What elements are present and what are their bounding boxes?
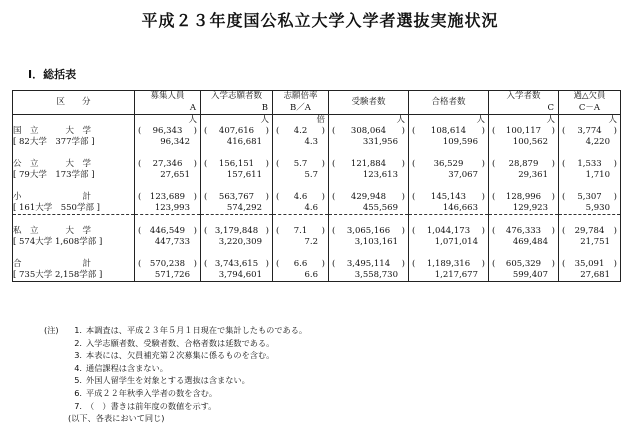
- note-number: 7.: [74, 400, 82, 411]
- prev-year-value: ( 6.6 ): [276, 259, 325, 269]
- header-juken: 受験者数: [329, 91, 409, 115]
- row-name-right: 大 学: [65, 126, 91, 136]
- header-nyugaku: 入学者数: [489, 91, 559, 103]
- current-value: 599,407: [512, 270, 548, 280]
- notes-footer: [44, 412, 307, 425]
- prev-year-value: ( 476,333 ): [492, 226, 555, 236]
- current-value: 5,930: [585, 203, 610, 213]
- cell-gokaku: [409, 248, 489, 282]
- prev-year-value: ( 1,533 ): [562, 159, 617, 169]
- current-value: 447,733: [154, 237, 190, 247]
- current-value: 7.2: [304, 237, 318, 247]
- prev-year-value: ( 35,091 ): [562, 259, 617, 269]
- current-value: 4.6: [304, 203, 318, 213]
- header-category: 区 分: [13, 91, 135, 115]
- row-name-right: 大 学: [65, 226, 91, 236]
- note-text: 外国人留学生を対象とする選抜は含まない。: [86, 375, 250, 386]
- note-item: [44, 362, 307, 375]
- header-bairitsu: 志願倍率: [273, 91, 329, 103]
- note-text: 平成２２年秋季入学者の数を含む。: [86, 387, 218, 398]
- note-item: [44, 337, 307, 350]
- prev-year-value: ( 3,179,848 ): [204, 226, 269, 236]
- current-value: 1,217,677: [434, 270, 478, 280]
- prev-year-value: ( 96,343 ): [138, 126, 197, 136]
- prev-year-value: ( 1,189,316 ): [412, 259, 485, 269]
- current-value: 469,484: [512, 237, 548, 247]
- unit-label: 人: [260, 115, 269, 125]
- prev-year-value: ( 36,529 ): [412, 159, 485, 169]
- row-category: [13, 115, 135, 149]
- notes-label: (注): [44, 325, 59, 335]
- prev-year-value: ( 156,151 ): [204, 159, 269, 169]
- unit-label: 人: [396, 115, 405, 125]
- unit-label: 倍: [316, 115, 325, 125]
- unit-label: 人: [476, 115, 485, 125]
- note-text: 本表には、欠員補充第２次募集に係るものを含む。: [86, 350, 275, 361]
- row-subtitle: [ 82大学 377学部 ]: [13, 137, 95, 147]
- cell-shigan: [201, 181, 273, 215]
- table-row: [13, 115, 621, 149]
- note-item: [44, 349, 307, 362]
- row-category: [13, 148, 135, 181]
- note-number: 4.: [74, 362, 82, 373]
- current-value: 21,751: [580, 237, 610, 247]
- cell-bairitsu: [273, 181, 329, 215]
- prev-year-value: ( 123,689 ): [138, 192, 197, 202]
- page-title: 平成２３年度国公私立大学入学者選抜実施状況: [141, 11, 499, 30]
- row-name: [13, 248, 91, 270]
- current-value: 157,611: [226, 170, 262, 180]
- cell-juken: [329, 181, 409, 215]
- cell-nyugaku: [489, 248, 559, 282]
- row-name: [13, 181, 91, 203]
- row-name-left: 私 立: [13, 226, 39, 236]
- prev-year-value: ( 429,948 ): [332, 192, 405, 202]
- cell-nyugaku: [489, 215, 559, 249]
- summary-table: [12, 90, 621, 282]
- row-name-left: 小: [13, 192, 22, 202]
- cell-juken: [329, 215, 409, 249]
- cell-boshu: [135, 215, 201, 249]
- table-row: [13, 215, 621, 249]
- cell-boshu: [135, 248, 201, 282]
- cell-boshu: [135, 115, 201, 149]
- letter-bairitsu: B／A: [273, 102, 329, 115]
- cell-bairitsu: [273, 115, 329, 149]
- current-value: 3,558,730: [354, 270, 398, 280]
- row-name-left: 公 立: [13, 159, 39, 169]
- prev-year-value: ( 563,767 ): [204, 192, 269, 202]
- table-row: [13, 181, 621, 215]
- current-value: 4.3: [304, 137, 318, 147]
- current-value: 146,663: [442, 203, 478, 213]
- row-name: [13, 215, 91, 237]
- prev-year-value: ( 29,784 ): [562, 226, 617, 236]
- row-name-right: 計: [82, 192, 91, 202]
- current-value: 455,569: [362, 203, 398, 213]
- note-item: [44, 324, 307, 337]
- note-number: 2.: [74, 337, 82, 348]
- header-gokaku: 合格者数: [409, 91, 489, 115]
- header-kaketsu: 過△欠員: [559, 91, 621, 103]
- current-value: 416,681: [226, 137, 262, 147]
- row-name-right: 大 学: [65, 159, 91, 169]
- section-heading: Ⅰ．総括表: [28, 68, 77, 81]
- current-value: 5.7: [304, 170, 318, 180]
- note-text: 本調査は、平成２３年５月１日現在で集計したものである。: [86, 325, 308, 335]
- row-subtitle: [ 161大学 550学部 ]: [13, 203, 100, 213]
- notes-footer-text: (以下、各表において同じ): [68, 413, 165, 424]
- current-value: 3,794,601: [218, 270, 262, 280]
- current-value: 27,681: [580, 270, 610, 280]
- note-text: 入学志願者数、受験者数、合格者数は延数である。: [86, 337, 275, 348]
- unit-label: 人: [188, 115, 197, 125]
- current-value: 3,103,161: [354, 237, 398, 247]
- row-subtitle: [ 735大学 2,158学部 ]: [13, 270, 103, 280]
- row-category: [13, 181, 135, 215]
- note-item: [44, 374, 307, 387]
- table-row: [13, 148, 621, 181]
- note-text: 通信課程は含まない。: [86, 362, 168, 373]
- unit-label: 人: [546, 115, 555, 125]
- prev-year-value: ( 570,238 ): [138, 259, 197, 269]
- cell-boshu: [135, 181, 201, 215]
- cell-kaketsu: [559, 148, 621, 181]
- prev-year-value: ( 145,143 ): [412, 192, 485, 202]
- cell-juken: [329, 248, 409, 282]
- current-value: 331,956: [362, 137, 398, 147]
- current-value: 123,993: [154, 203, 190, 213]
- current-value: 96,342: [160, 137, 190, 147]
- prev-year-value: ( 28,879 ): [492, 159, 555, 169]
- header-shigan: 入学志願者数: [201, 91, 273, 103]
- prev-year-value: ( 407,616 ): [204, 126, 269, 136]
- row-subtitle: [ 574大学 1,608学部 ]: [13, 237, 103, 247]
- letter-nyugaku: C: [489, 102, 559, 115]
- cell-nyugaku: [489, 148, 559, 181]
- cell-bairitsu: [273, 148, 329, 181]
- current-value: 3,220,309: [218, 237, 262, 247]
- cell-gokaku: [409, 181, 489, 215]
- cell-shigan: [201, 115, 273, 149]
- current-value: 29,361: [518, 170, 548, 180]
- current-value: 109,596: [442, 137, 478, 147]
- prev-year-value: ( 446,549 ): [138, 226, 197, 236]
- cell-nyugaku: [489, 115, 559, 149]
- prev-year-value: ( 4.6 ): [276, 192, 325, 202]
- row-name: [13, 148, 91, 170]
- row-name: [13, 115, 91, 137]
- cell-bairitsu: [273, 248, 329, 282]
- row-subtitle: [ 79大学 173学部 ]: [13, 170, 95, 180]
- current-value: 27,651: [160, 170, 190, 180]
- current-value: 1,071,014: [434, 237, 478, 247]
- prev-year-value: ( 308,064 ): [332, 126, 405, 136]
- prev-year-value: ( 3,774 ): [562, 126, 617, 136]
- cell-gokaku: [409, 148, 489, 181]
- notes: [44, 324, 307, 425]
- note-number: 3.: [74, 350, 82, 361]
- cell-shigan: [201, 248, 273, 282]
- cell-bairitsu: [273, 215, 329, 249]
- cell-shigan: [201, 148, 273, 181]
- current-value: 571,726: [154, 270, 190, 280]
- prev-year-value: ( 4.2 ): [276, 126, 325, 136]
- unit-label: 人: [608, 115, 617, 125]
- prev-year-value: ( 7.1 ): [276, 226, 325, 236]
- prev-year-value: ( 108,614 ): [412, 126, 485, 136]
- prev-year-value: ( 5,307 ): [562, 192, 617, 202]
- row-name-right: 計: [82, 259, 91, 269]
- current-value: 1,710: [585, 170, 610, 180]
- prev-year-value: ( 3,065,166 ): [332, 226, 405, 236]
- row-category: [13, 248, 135, 282]
- cell-kaketsu: [559, 248, 621, 282]
- cell-kaketsu: [559, 181, 621, 215]
- row-category: [13, 215, 135, 249]
- row-name-left: 国 立: [13, 126, 39, 136]
- current-value: 574,292: [226, 203, 262, 213]
- prev-year-value: ( 1,044,173 ): [412, 226, 485, 236]
- letter-kaketsu: C－A: [559, 102, 621, 115]
- cell-kaketsu: [559, 215, 621, 249]
- prev-year-value: ( 605,329 ): [492, 259, 555, 269]
- prev-year-value: ( 100,117 ): [492, 126, 555, 136]
- letter-boshu: A: [135, 102, 201, 115]
- note-number: 5.: [74, 375, 82, 386]
- prev-year-value: ( 5.7 ): [276, 159, 325, 169]
- note-text: （ ）書きは前年度の数値を示す。: [86, 400, 217, 411]
- prev-year-value: ( 27,346 ): [138, 159, 197, 169]
- current-value: 4,220: [585, 137, 610, 147]
- prev-year-value: ( 128,996 ): [492, 192, 555, 202]
- prev-year-value: ( 121,884 ): [332, 159, 405, 169]
- note-item: [44, 387, 307, 400]
- row-name-left: 合: [13, 259, 22, 269]
- letter-shigan: B: [201, 102, 273, 115]
- note-number: 1.: [74, 325, 82, 335]
- cell-shigan: [201, 215, 273, 249]
- current-value: 100,562: [512, 137, 548, 147]
- header-boshu: 募集人員: [135, 91, 201, 103]
- cell-gokaku: [409, 115, 489, 149]
- cell-gokaku: [409, 215, 489, 249]
- cell-nyugaku: [489, 181, 559, 215]
- cell-kaketsu: [559, 115, 621, 149]
- cell-juken: [329, 148, 409, 181]
- prev-year-value: ( 3,495,114 ): [332, 259, 405, 269]
- cell-juken: [329, 115, 409, 149]
- prev-year-value: ( 3,743,615 ): [204, 259, 269, 269]
- current-value: 123,613: [362, 170, 398, 180]
- current-value: 6.6: [304, 270, 318, 280]
- cell-boshu: [135, 148, 201, 181]
- note-item: [44, 400, 307, 413]
- current-value: 129,923: [512, 203, 548, 213]
- current-value: 37,067: [448, 170, 478, 180]
- table-row: [13, 248, 621, 282]
- note-number: 6.: [74, 387, 82, 398]
